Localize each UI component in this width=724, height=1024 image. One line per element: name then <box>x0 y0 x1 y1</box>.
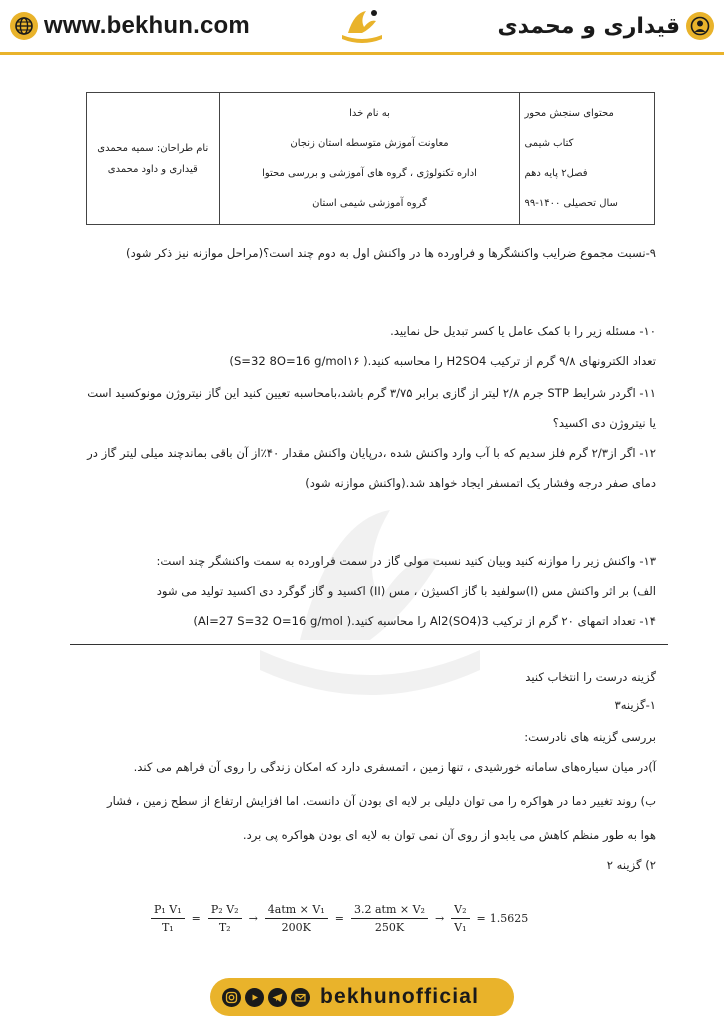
formula-p1v1: P₁ V₁ <box>151 903 185 919</box>
info-book: کتاب شیمی <box>524 138 574 150</box>
question-9: ۹-نسبت مجموع ضرایب واکنشگرها و فراورده ها در واکنش اول به دوم چند است؟(مراحل موازنه نیز ذکر شود) <box>126 246 656 260</box>
site-url[interactable]: www.bekhun.com <box>44 12 250 39</box>
formula-equals-1: = <box>191 911 201 925</box>
answer-review: بررسی گزینه های نادرست: <box>524 730 656 744</box>
info-group: گروه آموزشی شیمی استان <box>312 197 427 209</box>
answer-option-alef: آ)در میان سیاره‌های سامانه خورشیدی ، تنها زمین ، اتمسفری دارد که امکان زندگی را روی آن فراهم می کند. <box>133 760 656 774</box>
formula-v2: V₂ <box>451 903 469 919</box>
social-footer <box>210 978 514 1016</box>
social-handle[interactable]: bekhunofficial <box>320 985 480 1008</box>
formula-frac-3-num: 4atm × V₁ <box>265 903 328 919</box>
watermark-logo <box>240 480 500 720</box>
formula-arrow-1: → <box>248 911 258 925</box>
info-deputy: معاونت آموزش متوسطه استان زنجان <box>290 138 449 150</box>
question-10: ۱۰- مسئله زیر را با کمک عامل یا کسر تبدیل حل نمایید. <box>390 324 656 338</box>
instagram-icon[interactable] <box>222 988 241 1007</box>
page-header <box>0 0 724 55</box>
question-10-body: تعداد الکترونهای ۹/۸ گرم از ترکیب H2SO4 را محاسبه کنید.( S=32 8O=16 g/mol۱۶) <box>229 354 656 368</box>
site-link[interactable] <box>10 12 250 40</box>
youtube-icon[interactable] <box>245 988 264 1007</box>
formula-equals-2: = <box>334 911 344 925</box>
info-cell-designers <box>87 93 219 224</box>
info-cell-subject <box>519 93 654 224</box>
info-bismillah: به نام خدا <box>349 108 390 120</box>
formula-frac-5 <box>451 903 469 934</box>
formula-frac-4-den: 250K <box>374 920 405 934</box>
bekhun-logo <box>334 4 390 48</box>
formula-frac-4-num: 3.2 atm × V₂ <box>351 903 428 919</box>
formula-t2: T₂ <box>218 920 231 934</box>
gas-law-formula <box>148 898 528 938</box>
section-divider <box>70 644 668 645</box>
question-12-line1: ۱۲- اگر از۲/۳ گرم فلز سدیم که با آب وارد واکنش شده ،درپایان واکنش مقدار ۴۰٪از آن باقی بماندچند میلی لیتر گاز در <box>87 446 656 460</box>
info-chapter: فصل۲ پایه دهم <box>524 167 588 179</box>
question-11-line2: یا نیتروژن دی اکسید؟ <box>552 416 656 430</box>
formula-result: 1.5625 <box>489 911 529 925</box>
question-13-part-a: الف) بر اثر واکنش مس (I)سولفید با گاز اکسیژن ، مس (II) اکسید و گاز گوگرد دی اکسید تولید می شود <box>156 584 656 598</box>
answer-2: ۲) گزینه ۲ <box>606 858 656 872</box>
info-designers-2: قیداری و داود محمدی <box>107 163 198 175</box>
email-icon[interactable] <box>291 988 310 1007</box>
formula-frac-1 <box>151 903 185 934</box>
info-designers-1: نام طراحان: سمیه محمدی <box>97 142 209 154</box>
globe-icon <box>10 12 38 40</box>
answers-intro: گزینه درست را انتخاب کنید <box>525 670 656 684</box>
social-icons <box>222 988 310 1007</box>
answer-1: ۱-گزینه۳ <box>614 698 656 712</box>
formula-arrow-2: → <box>434 911 445 925</box>
user-icon <box>686 12 714 40</box>
question-11-line1: ۱۱- اگردر شرایط STP جرم ۲/۸ لیتر از گازی برابر ۳/۷۵ گرم باشد،بامحاسبه تعیین کنید این گاز نیتروژن مونوکسید است <box>87 386 656 400</box>
formula-t1: T₁ <box>161 920 174 934</box>
brand-name: قیداری و محمدی <box>497 13 680 39</box>
formula-frac-2 <box>208 903 242 934</box>
question-13: ۱۳- واکنش زیر را موازنه کنید وبیان کنید نسبت مولی گاز در سمت فراورده به سمت واکنشگر چند است: <box>156 554 656 568</box>
formula-equals-3: = <box>476 911 486 925</box>
formula-v1: V₁ <box>454 920 467 934</box>
formula-frac-3 <box>265 903 328 934</box>
question-12-line2: دمای صفر درجه وفشار یک اتمسفر ایجاد خواهد شد.(واکنش موازنه شود) <box>305 476 656 490</box>
brand-block <box>497 12 714 40</box>
formula-p2v2: P₂ V₂ <box>208 903 242 919</box>
answer-option-be-line1: ب) روند تغییر دما در هواکره را می توان دلیلی بر لایه ای بودن آن دانست. اما افزایش ارتفاع از سطح زمین ، فشار <box>106 794 656 808</box>
exam-info-table <box>86 92 655 225</box>
question-14: ۱۴- تعداد اتمهای ۲۰ گرم از ترکیب Al2(SO4)3 را محاسبه کنید.( Al=27 S=32 O=16 g/mol) <box>193 614 656 628</box>
info-cell-organization <box>219 93 520 224</box>
info-office: اداره تکنولوژی ، گروه های آموزشی و بررسی محتوا <box>262 167 477 179</box>
telegram-icon[interactable] <box>268 988 287 1007</box>
info-year: سال تحصیلی ۱۴۰۰-۹۹ <box>524 197 618 209</box>
formula-frac-3-den: 200K <box>281 920 311 934</box>
info-content-type: محتوای سنجش محور <box>524 108 614 120</box>
answer-option-be-line2: هوا به طور منظم کاهش می یابدو از روی آن نمی توان به لایه ای بودن هواکره پی برد. <box>242 828 656 842</box>
formula-frac-4 <box>351 903 428 934</box>
